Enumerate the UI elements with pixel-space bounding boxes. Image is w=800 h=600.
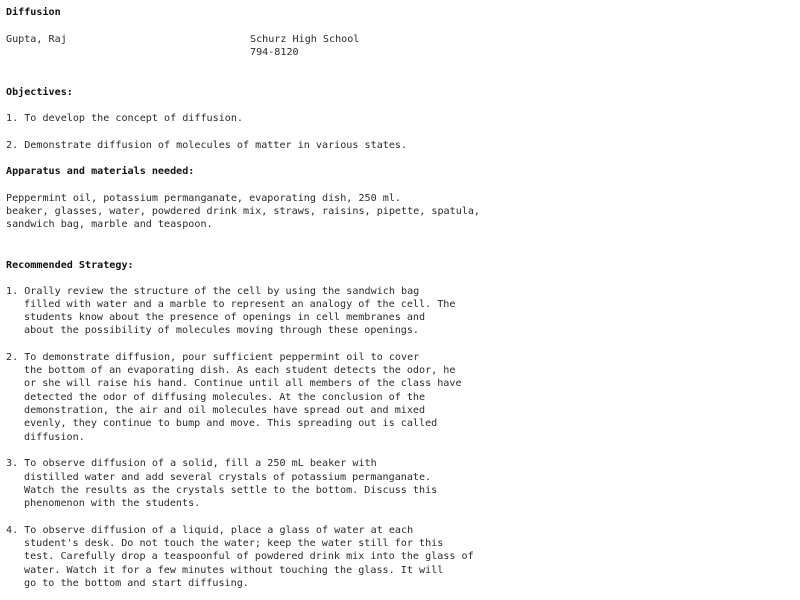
strategy-item-4-line: water. Watch it for a few minutes without touching the glass. It will: [24, 565, 444, 576]
objective-item: 1. To develop the concept of diffusion.: [6, 113, 244, 124]
strategy-item-1-line: filled with water and a marble to represent an analogy of the cell. The: [24, 299, 456, 310]
document-title: Diffusion: [6, 7, 61, 18]
strategy-item-1-first-line: 1. Orally review the structure of the cell by using the sandwich bag: [6, 286, 420, 297]
strategy-item-3-line: Watch the results as the crystals settle to the bottom. Discuss this: [24, 485, 438, 496]
strategy-item-2-line: demonstration, the air and oil molecules have spread out and mixed: [24, 405, 426, 416]
strategy-item-4-line: student's desk. Do not touch the water; keep the water still for this: [24, 538, 444, 549]
strategy-item-2-line: evenly, they continue to bump and move. This spreading out is called: [24, 418, 438, 429]
apparatus-heading: Apparatus and materials needed:: [6, 166, 195, 177]
strategy-item-1-line: students know about the presence of openings in cell membranes and: [24, 312, 426, 323]
strategy-item-2-line: the bottom of an evaporating dish. As each student detects the odor, he: [24, 365, 456, 376]
strategy-item-3-first-line: 3. To observe diffusion of a solid, fill a 250 mL beaker with: [6, 458, 377, 469]
strategy-heading: Recommended Strategy:: [6, 260, 134, 271]
strategy-item-2-first-line: 2. To demonstrate diffusion, pour sufficient peppermint oil to cover: [6, 352, 420, 363]
author-name: Gupta, Raj: [6, 34, 67, 45]
strategy-item-3-line: distilled water and add several crystals of potassium permanganate.: [24, 472, 432, 483]
strategy-item-4-first-line: 4. To observe diffusion of a liquid, place a glass of water at each: [6, 525, 414, 536]
strategy-item-3-line: phenomenon with the students.: [24, 498, 201, 509]
strategy-item-4-line: test. Carefully drop a teaspoonful of powdered drink mix into the glass of: [24, 551, 474, 562]
strategy-item-2-line: detected the odor of diffusing molecules. At the conclusion of the: [24, 392, 426, 403]
strategy-item-1-line: about the possibility of molecules moving through these openings.: [24, 325, 420, 336]
school-name: Schurz High School: [250, 34, 360, 45]
apparatus-line: Peppermint oil, potassium permanganate, evaporating dish, 250 ml.: [6, 193, 402, 204]
strategy-item-2-line: or she will raise his hand. Continue until all members of the class have: [24, 378, 462, 389]
phone-number: 794-8120: [250, 47, 299, 58]
apparatus-line: sandwich bag, marble and teaspoon.: [6, 219, 213, 230]
objective-item: 2. Demonstrate diffusion of molecules of matter in various states.: [6, 140, 408, 151]
objectives-heading: Objectives:: [6, 87, 73, 98]
apparatus-line: beaker, glasses, water, powdered drink mix, straws, raisins, pipette, spatula,: [6, 206, 481, 217]
strategy-item-2-line: diffusion.: [24, 432, 85, 443]
strategy-item-4-line: go to the bottom and start diffusing.: [24, 578, 249, 589]
